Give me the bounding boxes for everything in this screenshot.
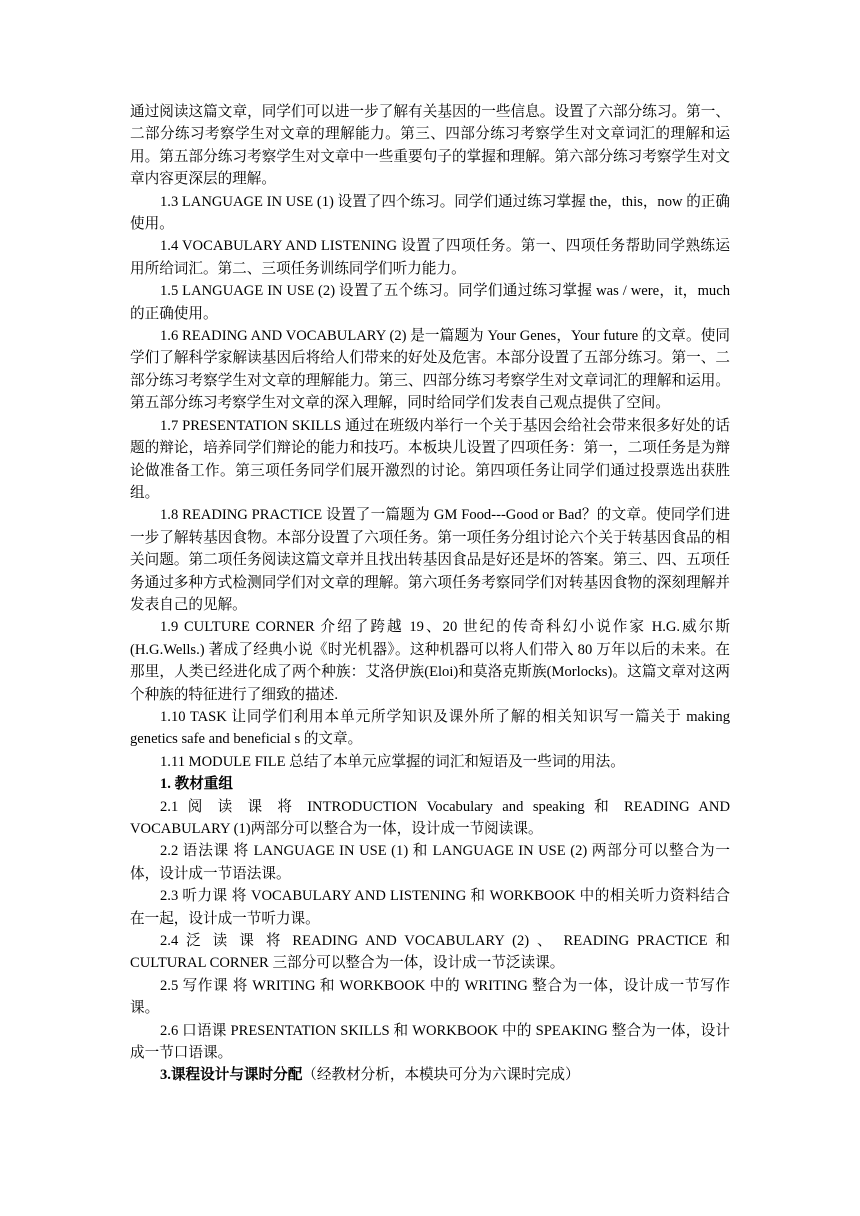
paragraph-1-6: 1.6 READING AND VOCABULARY (2) 是一篇题为 Your Genes，Your future 的文章。使同学们了解科学家解读基因后将给人们带来的好处及危害。本部分设置了五部分练习。第一、二部分练习考察学生对文章的理解能力。第三、四部分练习考察学生对文章词汇的理解和运用。第五部分练习考察学生对文章的深入理解，同时给同学们发表自己观点提供了空间。 bbox=[130, 328, 730, 412]
course-design-note: （经教材分析，本模块可分为六课时完成） bbox=[302, 1067, 580, 1084]
paragraph-2-5: 2.5 写作课 将 WRITING 和 WORKBOOK 中的 WRITING 整合为一体，设计成一节写作课。 bbox=[130, 977, 730, 1017]
paragraph-2-1: 2.1 阅 读 课 将 INTRODUCTION Vocabulary and speaking 和 READING AND VOCABULARY (1)两部分可以整合为一体，设计成一节阅读课。 bbox=[130, 798, 730, 837]
document-body bbox=[130, 101, 730, 1087]
paragraph-1-4: 1.4 VOCABULARY AND LISTENING 设置了四项任务。第一、四项任务帮助同学熟练运用所给词汇。第二、三项任务训练同学们听力能力。 bbox=[130, 238, 730, 277]
paragraph-1-5: 1.5 LANGUAGE IN USE (2) 设置了五个练习。同学们通过练习掌握 was / were，it，much 的正确使用。 bbox=[130, 283, 730, 322]
paragraph-1-8: 1.8 READING PRACTICE 设置了一篇题为 GM Food---Good or Bad？的文章。使同学们进一步了解转基因食物。本部分设置了六项任务。第一项任务分组讨论六个关于转基因食品的相关问题。第二项任务阅读这篇文章并且找出转基因食品是好还是坏的答案。第三、四、五项任务通过多种方式检测同学们对文章的理解。第六项任务考察同学们对转基因食物的深刻理解并发表自己的见解。 bbox=[130, 507, 730, 613]
paragraph-1-9: 1.9 CULTURE CORNER 介绍了跨越 19、20 世纪的传奇科幻小说作家 H.G.威尔斯(H.G.Wells.) 著成了经典小说《时光机器》。这种机器可以将人们带入 80 万年以后的未来。在那里，人类已经进化成了两个种族：艾洛伊族(Eloi)和莫洛克斯族(Morlocks)。这篇文章对这两个种族的特征进行了细致的描述. bbox=[130, 619, 730, 703]
paragraph-intro: 通过阅读这篇文章，同学们可以进一步了解有关基因的一些信息。设置了六部分练习。第一、二部分练习考察学生对文章的理解能力。第三、四部分练习考察学生对文章词汇的理解和运用。第五部分练习考察学生对文章中一些重要句子的掌握和理解。第六部分练习考察学生对文章内容更深层的理解。 bbox=[130, 104, 730, 188]
paragraph-1-10: 1.10 TASK 让同学们利用本单元所学知识及课外所了解的相关知识写一篇关于 making genetics safe and beneficial s 的文章。 bbox=[130, 708, 730, 748]
paragraph-1-7: 1.7 PRESENTATION SKILLS 通过在班级内举行一个关于基因会给社会带来很多好处的话题的辩论，培养同学们辩论的能力和技巧。本板块儿设置了四项任务：第一，二项任务是为辩论做准备工作。第三项任务同学们展开激烈的讨论。第四项任务让同学们通过投票选出获胜组。 bbox=[130, 417, 730, 501]
paragraph-2-3: 2.3 听力课 将 VOCABULARY AND LISTENING 和 WORKBOOK 中的相关听力资料结合在一起，设计成一节听力课。 bbox=[130, 888, 730, 927]
paragraph-2-4: 2.4 泛 读 课 将 READING AND VOCABULARY (2) 、 READING PRACTICE 和 CULTURAL CORNER 三部分可以整合为一体，设计成一节泛读课。 bbox=[130, 933, 730, 972]
paragraph-1-3: 1.3 LANGUAGE IN USE (1) 设置了四个练习。同学们通过练习掌握 the，this，now 的正确使用。 bbox=[130, 193, 730, 233]
paragraph-2-6: 2.6 口语课 PRESENTATION SKILLS 和 WORKBOOK 中的 SPEAKING 整合为一体，设计成一节口语课。 bbox=[130, 1022, 730, 1062]
paragraph-1-11: 1.11 MODULE FILE 总结了本单元应掌握的词汇和短语及一些词的用法。 bbox=[160, 753, 625, 770]
section-heading-restructure: 1. 教材重组 bbox=[160, 776, 233, 793]
course-design-title: 3.课程设计与课时分配 bbox=[160, 1067, 303, 1084]
section-heading-course-design bbox=[130, 1064, 730, 1086]
paragraph-2-2: 2.2 语法课 将 LANGUAGE IN USE (1) 和 LANGUAGE IN USE (2) 两部分可以整合为一体，设计成一节语法课。 bbox=[130, 843, 730, 882]
